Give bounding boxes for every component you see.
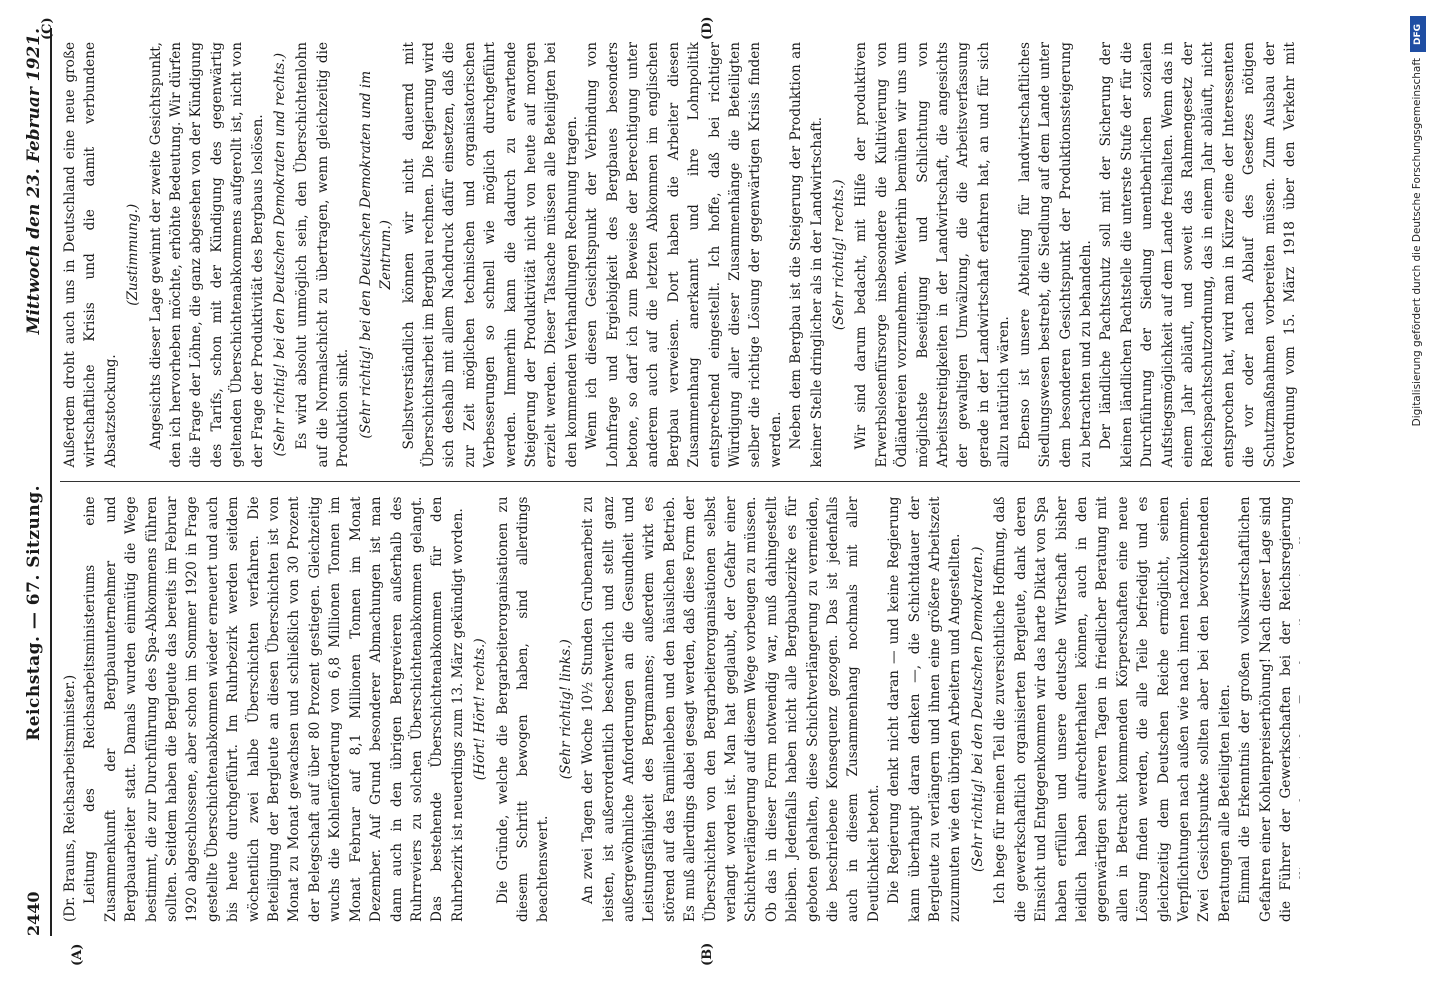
paragraph: Selbstverständlich können wir nicht dauernd mit Überschichtsarbeit im Bergbau rechnen. Die Regierung wird sich deshalb mit allem Nachdruck dafür einsetzen, daß die zur Zeit möglichen technischen und organisatorischen Verbesserungen so schnell wie möglich durchgeführt werden. Immerhin kann die dadurch zu erwartende Steigerung der Produktivität nicht von heute auf morgen erzielt werden. Dieser Tatsache müssen alle Beteiligten bei den kommenden Verhandlungen Rechnung tragen.	[400, 42, 580, 468]
left-column	[60, 482, 1300, 937]
interjection: (Sehr richtig! links.)	[557, 639, 574, 780]
interjection: (Zustimmung.)	[125, 203, 142, 306]
paragraph: Es wird absolut unmöglich sein, den Überschichtenlohn auf die Normalschicht zu übertragen, wenn gleichzeitig die Produktion sinkt.	[294, 42, 352, 468]
session-date: Mittwoch den 23. Februar 1921.	[24, 28, 44, 335]
margin-marker-c: (C)	[40, 17, 55, 40]
page-header	[24, 28, 52, 936]
paragraph: Ebenso ist unsere Abteilung für landwirtschaftliches Siedlungswesen bestrebt, die Siedlung auf dem Lande unter dem besonderen Gesichtspunkt der Produktionssteigerung zu betrachten und zu behandeln.	[1016, 42, 1094, 468]
paragraph: Angesichts dieser Lage gewinnt der zweite Gesichtspunkt, den ich hervorheben möchte, erhöhte Bedeutung. Wir dürfen die Frage der Löhne, die ganz abgesehen von der Kündigung des Tarifs, schon mit der Kündigung des gegenwärtig geltenden Überschichtenabkommens aufgerollt ist, nicht von der Frage der Produktivität des Bergbaus loslösen.	[147, 42, 266, 468]
paragraph: Außerdem droht auch uns in Deutschland eine neue große wirtschaftliche Krisis und die damit verbundene Absatzstockung.	[62, 42, 119, 468]
right-column	[60, 28, 1300, 482]
interjection: (Sehr richtig! rechts.)	[831, 179, 848, 331]
margin-marker-a: (A)	[70, 943, 85, 966]
credit-text: Digitalisierung gefördert durch die Deutsche Forschungsgemeinschaft	[1411, 58, 1423, 427]
interjection: (Hört! Hört! rechts.)	[472, 638, 489, 781]
paragraph: An zwei Tagen der Woche 10½ Stunden Grubenarbeit zu leisten, ist außerordentlich beschwerlich und stellt ganz außergewöhnliche Anforderungen an die Gesundheit und Leistungsfähigkeit des Bergmannes; außerdem wirkt es störend auf das Familienleben und den häuslichen Betrieb. Es muß allerdings dabei gesagt werden, daß diese Form der Überschichten von den Bergarbeiterorganisationen selbst verlangt worden ist. Man hat geglaubt, der Gefahr einer Schichtverlängerung auf diesem Wege vorbeugen zu müssen. Ob das in dieser Form notwendig war, muß dahingestellt bleiben. Jedenfalls haben nicht alle Bergbaubezirke es für geboten gehalten, diese Schichtverlängerung zu vermeiden, die beschriebene Konsequenz gezogen. Das ist jedenfalls auch in diesem Zusammenhang nochmals mit aller Deutlichkeit betont.	[580, 496, 882, 922]
text-columns	[60, 28, 1300, 936]
session-title: Reichstag. — 67. Sitzung.	[24, 484, 44, 741]
paragraph: Die Gründe, welche die Bergarbeiterorganisationen zu diesem Schritt bewogen haben, sind allerdings beachtenswert.	[494, 496, 552, 922]
paragraph: Ich hege für meinen Teil die zuversichtliche Hoffnung, daß die gewerkschaftlich organisierten Bergleute, dank deren Einsicht und Entgegenkommen wir das harte Diktat von Spa haben erfüllen und unsere deutsche Wirtschaft bisher leidlich haben aufrechterhalten können, auch in den gegenwärtigen schweren Tagen in friedlicher Beratung mit allen in Betracht kommenden Körperschaften eine neue Lösung finden werden, die alle Teile befriedigt und es gleichzeitig dem Deutschen Reiche ermöglicht, seinen Verpflichtungen nach außen wie nach innen nachzukommen. Zwei Gesichtspunkte sollten aber bei den bevorstehenden Beratungen alle Beteiligten leiten.	[992, 496, 1233, 922]
margin-marker-d: (D)	[700, 16, 715, 40]
paragraph: Einmal die Erkenntnis der großen volkswirtschaftlichen Gefahren einer Kohlenpreiserhöhung! Nach dieser Lage sind die Führer der Gewerkschaften bei der Reichsregierung	[1237, 496, 1294, 922]
speaker-line: (Dr. Brauns, Reichsarbeitsminister.)	[62, 674, 78, 922]
interjection: (Sehr richtig! bei den Deutschen Demokraten und rechts.)	[272, 52, 289, 457]
interjection: (Sehr richtig! bei den Deutschen Demokraten.)	[969, 546, 986, 872]
paragraph: Die Regierung denkt nicht daran — und keine Regierung kann überhaupt daran denken —, die Schichtdauer der Bergleute zu verlängern und ihnen eine größere Arbeitszeit zuzumuten wie den übrigen Arbeitern und Angestellten.	[886, 496, 964, 922]
paragraph: Wenn ich diesen Gesichtspunkt der Verbindung von Lohnfrage und Ergiebigkeit des Bergbaues besonders betone, so darf ich zum Beweise der Berechtigung unter anderem auch auf die letzten Abkommen im englischen Bergbau verweisen. Dort haben die Arbeiter diesen Zusammenhang anerkannt und ihre Lohnpolitik entsprechend eingestellt. Ich hoffe, daß bei richtiger Würdigung aller dieser Zusammenhänge die Beteiligten selber die richtige Lösung der gegenwärtigen Krisis finden werden.	[584, 42, 784, 468]
page-number: 2440	[24, 891, 43, 936]
paragraph: Wir sind darum bedacht, mit Hilfe der produktiven Erwerbslosenfürsorge insbesondere die Kultivierung von Ödländereien vorzunehmen. Weiterhin bemühen wir uns um möglichste Beseitigung und Schlichtung von Arbeitsstreitigkeiten in der Landwirtschaft, die angesichts der gewaltigen Umwälzung, die die Arbeitsverfassung gerade in der Landwirtschaft erfahren hat, an und für sich allzu natürlich wären.	[853, 42, 1013, 468]
paragraph: Der ländliche Pachtschutz soll mit der Sicherung der kleinen ländlichen Pachtstelle die unterste Stufe der für die Durchführung der Siedlung unentbehrlichen sozialen Aufstiegsmöglichkeit auf dem Lande freihalten. Wenn das in einem Jahr abläuft, und soweit das Rahmengesetz der Reichspachtschutzordnung, das in einem Jahr abläuft, nicht entsprochen hat, wird man in Kürze eine der Interessenten die vor oder nach Ablauf des Gesetzes nötigen Schutzmaßnahmen vorbereiten müssen. Zum Ausbau der Verordnung vom 15. März 1918 über den Verkehr mit	[1098, 42, 1298, 468]
margin-marker-b: (B)	[700, 942, 715, 966]
dfg-logo: DFG	[1410, 16, 1426, 52]
digitization-credit	[1408, 8, 1432, 992]
paragraph: Neben dem Bergbau ist die Steigerung der Produktion an keiner Stelle dringlicher als in der Landwirtschaft.	[788, 42, 825, 468]
interjection: (Sehr richtig! bei den Deutschen Demokraten und im Zentrum.)	[357, 70, 395, 439]
paragraph: Leitung des Reichsarbeitsministeriums eine Zusammenkunft der Bergbauunternehmer und Bergbauarbeiter statt. Damals wurden einmütig die Wege bestimmt, die zur Durchführung des Spa-Abkommens führen sollten. Seitdem haben die Bergleute das bereits im Februar 1920 abgeschlossene, aber schon im Sommer 1920 in Frage gestellte Überschichtenabkommen wieder erneuert und auch bis heute durchgeführt. Im Ruhrbezirk werden seitdem wöchentlich zwei halbe Überschichten verfahren. Die Beteiligung der Bergleute an diesen Überschichten ist von Monat zu Monat gewachsen und schließlich von 30 Prozent der Belegschaft auf über 80 Prozent gestiegen. Gleichzeitig wuchs die Kohlenförderung von 6,8 Millionen Tonnen im Monat Februar auf 8,1 Millionen Tonnen im Monat Dezember. Auf Grund besonderer Abmachungen ist man dann auch in den übrigen Bergrevieren außerhalb des Ruhrreviers zu solchen Überschichtenabkommen gelangt. Das bestehende Überschichtenabkommen für den Ruhrbezirk ist neuerdings zum 13. März gekündigt worden.	[82, 496, 466, 922]
